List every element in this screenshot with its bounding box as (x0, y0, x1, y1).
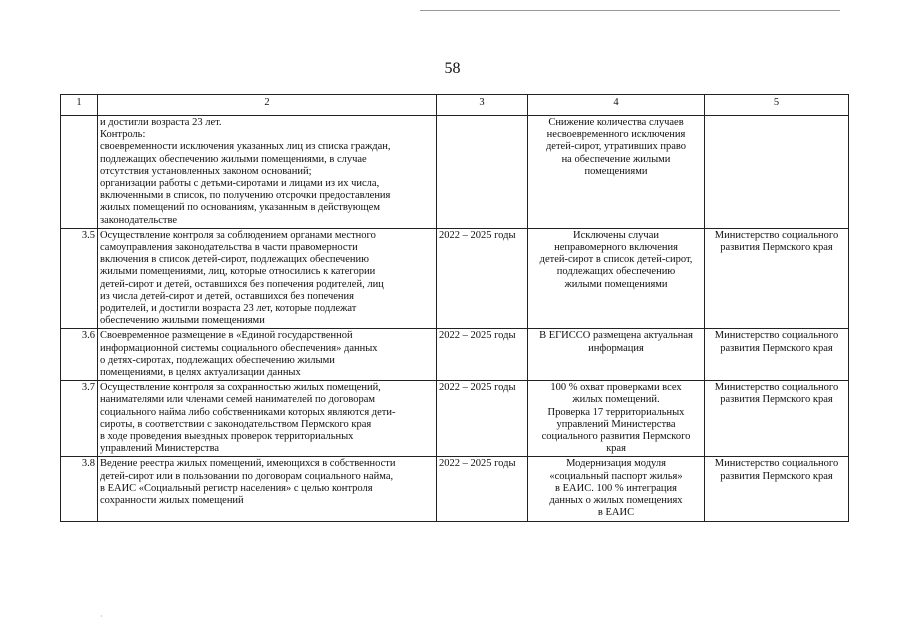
measure-text-line: Осуществление контроля за соблюдением органами местного (100, 229, 376, 241)
term-cell: 2022 – 2025 годы (437, 457, 528, 521)
term-cell: 2022 – 2025 годы (437, 228, 528, 329)
result-text-line: детей-сирот в список детей-сирот, (539, 254, 693, 266)
result-text (528, 381, 705, 457)
result-text (528, 116, 705, 229)
responsible-cell-line: развития Пермского края (720, 342, 833, 354)
table-row (61, 329, 849, 381)
table-row (61, 228, 849, 329)
result-text (528, 457, 705, 521)
column-number-1: 1 (61, 95, 98, 116)
measure-text-line: сироты, в соответствии с законодательством Пермского края (100, 418, 372, 430)
measure-text-line: детей-сирот или в пользовании по договорам социального найма, (100, 470, 394, 482)
measure-text (98, 457, 437, 521)
table-row (61, 457, 849, 521)
responsible-cell-line: развития Пермского края (720, 394, 833, 406)
measure-text (98, 228, 437, 329)
responsible-cell-line: Министерство социального (714, 458, 839, 470)
header-row (61, 95, 849, 116)
term-cell: 2022 – 2025 годы (437, 381, 528, 457)
result-text-line: данных о жилых помещениях (549, 495, 683, 507)
measure-text-line: социального найма либо собственниками которых являются дети- (100, 406, 396, 418)
term-cell (437, 116, 528, 229)
measure-text-line: в ЕАИС «Социальный регистр населения» с целью контроля (100, 482, 373, 494)
result-text-line: в ЕАИС (597, 507, 635, 519)
measure-text (98, 329, 437, 381)
scan-mark: · (100, 612, 103, 621)
responsible-cell-line: развития Пермского края (720, 470, 833, 482)
measure-text-line: организации работы с детьми-сиротами и лицами из их числа, (100, 178, 380, 190)
responsible-cell-line: Министерство социального (714, 382, 839, 394)
result-text-line: Снижение количества случаев (548, 117, 684, 128)
measure-text-line: управлений Министерства (100, 443, 220, 455)
result-text-line: в ЕАИС. 100 % интеграция (555, 482, 677, 494)
result-text-line: Исключены случаи (573, 229, 659, 241)
result-text-line: В ЕГИССО размещена актуальная (539, 330, 693, 342)
result-text-line: жилыми помещениями (564, 278, 668, 290)
responsible-cell (705, 228, 849, 329)
measure-text-line: законодательстве (100, 214, 178, 226)
result-text-line: неправомерного включения (554, 242, 678, 254)
top-rule (420, 10, 840, 11)
measure-text-line: жилыми помещениями, лиц, которые относились к категории (100, 266, 376, 278)
table-body (61, 116, 849, 522)
measure-text-line: подлежащих обеспечению жилыми помещениями, в случае (100, 153, 367, 165)
responsible-cell-line: Министерство социального (714, 330, 839, 342)
measure-text-line: своевременности исключения указанных лиц из списка граждан, (100, 141, 391, 153)
column-number-4: 4 (528, 95, 705, 116)
term-cell: 2022 – 2025 годы (437, 329, 528, 381)
result-text-line: помещениями (584, 165, 648, 177)
result-text-line: управлений Министерства (556, 418, 676, 430)
result-text (528, 228, 705, 329)
result-text-line: края (606, 443, 626, 455)
measure-text-line: сохранности жилых помещений (100, 495, 244, 507)
measure-text-line: и достигли возраста 23 лет. (100, 117, 222, 128)
item-number: 3.7 (61, 381, 98, 457)
measure-text-line: помещениями, в целях актуализации данных (100, 367, 301, 379)
item-number: 3.5 (61, 228, 98, 329)
measure-text-line: обеспечению жилыми помещениями (100, 315, 265, 327)
measure-text-line: Осуществление контроля за сохранностью жилых помещений, (100, 382, 381, 394)
table-row (61, 381, 849, 457)
measure-text-line: нанимателями или членами семей нанимателей по договорам (100, 394, 376, 406)
result-text-line: социального развития Пермского (541, 431, 691, 443)
result-text-line: Проверка 17 территориальных (547, 406, 685, 418)
measure-text-line: в ходе проведения выездных проверок территориальных (100, 431, 354, 443)
responsible-cell (705, 457, 849, 521)
column-number-3: 3 (437, 95, 528, 116)
measure-text-line: жилых помещений по основаниям, указанным в действующем (100, 202, 380, 214)
measure-text (98, 381, 437, 457)
measure-text-line: включенными в список, по получению отсрочки предоставления (100, 190, 391, 202)
measure-text-line: Своевременное размещение в «Единой государственной (100, 330, 353, 342)
plan-table (60, 94, 849, 522)
responsible-cell (705, 116, 849, 229)
result-text-line: 100 % охват проверками всех (550, 382, 682, 394)
measure-text-line: самоуправления законодательства в части правомерности (100, 242, 358, 254)
item-number (61, 116, 98, 229)
measure-text-line: о детях-сиротах, подлежащих обеспечению жилыми (100, 354, 335, 366)
measure-text-line: из числа детей-сирот и детей, оставшихся без попечения (100, 290, 354, 302)
responsible-cell (705, 329, 849, 381)
item-number: 3.8 (61, 457, 98, 521)
measure-text-line: Ведение реестра жилых помещений, имеющихся в собственности (100, 458, 396, 470)
result-text-line: детей-сирот, утративших право (545, 141, 687, 153)
result-text-line: жилых помещений. (572, 394, 660, 406)
column-number-5: 5 (705, 95, 849, 116)
result-text-line: Модернизация модуля (566, 458, 666, 470)
measure-text (98, 116, 437, 229)
measure-text-line: Контроль: (100, 129, 146, 141)
measure-text-line: отсутствия установленных законом оснований; (100, 165, 312, 177)
measure-text-line: родителей, и достигли возраста 23 лет, которые подлежат (100, 303, 357, 315)
page-number: 58 (444, 60, 461, 77)
result-text-line: «социальный паспорт жилья» (549, 470, 683, 482)
measure-text-line: информационной системы социального обеспечения» данных (100, 342, 378, 354)
result-text-line: подлежащих обеспечению (556, 266, 676, 278)
table-row (61, 116, 849, 229)
result-text-line: несвоевременного исключения (546, 129, 686, 141)
measure-text-line: детей-сирот и детей, оставшихся без попечения родителей, лиц (100, 278, 384, 290)
result-text (528, 329, 705, 381)
responsible-cell-line: развития Пермского края (720, 242, 833, 254)
result-text-line: информация (588, 342, 644, 354)
result-text-line: на обеспечение жилыми (561, 153, 671, 165)
column-number-2: 2 (98, 95, 437, 116)
measure-text-line: включения в список детей-сирот, подлежащих обеспечению (100, 254, 369, 266)
responsible-cell (705, 381, 849, 457)
responsible-cell-line: Министерство социального (714, 229, 839, 241)
item-number: 3.6 (61, 329, 98, 381)
